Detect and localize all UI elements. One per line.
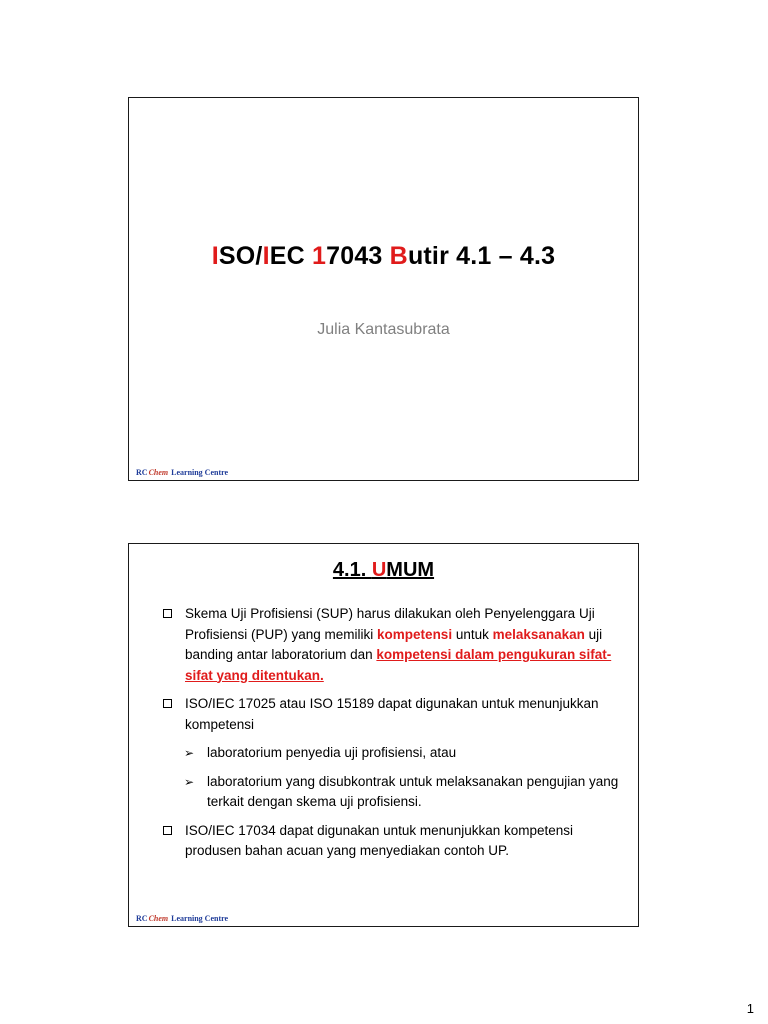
footer-rc: RC bbox=[136, 468, 148, 477]
title-part: SO/ bbox=[218, 242, 263, 270]
bullet-text: untuk bbox=[452, 626, 493, 642]
bullet-item bbox=[163, 694, 620, 735]
page-number: 1 bbox=[746, 1001, 754, 1016]
checkbox-bullet-icon bbox=[163, 609, 172, 618]
bullet-item bbox=[163, 604, 620, 686]
sub-bullet-item bbox=[163, 743, 620, 764]
bullet-item bbox=[163, 821, 620, 862]
sub-bullet-text: laboratorium yang disubkontrak untuk melaksanakan pengujian yang terkait dengan skema uji profisiensi. bbox=[207, 773, 619, 809]
slide-2-title bbox=[129, 559, 638, 582]
title-red-letter: U bbox=[371, 559, 387, 581]
title-part: I bbox=[262, 242, 270, 270]
checkbox-bullet-icon bbox=[163, 826, 172, 835]
arrow-bullet-icon: ➢ bbox=[184, 774, 195, 789]
title-prefix: 4.1. bbox=[332, 559, 372, 581]
title-part: 1 bbox=[312, 242, 327, 270]
bullet-highlight-underlined: kompetensi dalam pengukuran sifat-sifat yang ditentukan. bbox=[185, 647, 612, 683]
footer-chem: Chem bbox=[148, 468, 169, 477]
slide-1 bbox=[128, 97, 639, 481]
bullet-text: ISO/IEC 17034 dapat digunakan untuk menunjukkan kompetensi produsen bahan acuan yang menyediakan contoh UP. bbox=[185, 822, 574, 858]
bullet-highlight: melaksanakan bbox=[492, 626, 585, 642]
slide-1-footer-logo bbox=[136, 468, 228, 477]
bullet-text: uji banding antar laboratorium dan bbox=[185, 626, 603, 662]
footer-rc: RC bbox=[136, 914, 148, 923]
bullet-text: ISO/IEC 17025 atau ISO 15189 dapat digunakan untuk menunjukkan kompetensi bbox=[185, 696, 599, 732]
slide-1-author: Julia Kantasubrata bbox=[317, 321, 450, 338]
title-part: I bbox=[211, 242, 219, 270]
bullet-text: Skema Uji Profisiensi (SUP) harus dilakukan oleh Penyelenggara Uji Profisiensi (PUP) yang memiliki bbox=[185, 606, 595, 642]
sub-bullet-text: laboratorium penyedia uji profisiensi, atau bbox=[207, 745, 457, 760]
footer-chem: Chem bbox=[148, 914, 169, 923]
sub-bullet-item bbox=[163, 772, 620, 813]
footer-learning-centre: Learning Centre bbox=[171, 914, 229, 923]
bullet-highlight: kompetensi bbox=[377, 626, 453, 642]
footer-learning-centre: Learning Centre bbox=[171, 468, 229, 477]
arrow-bullet-icon: ➢ bbox=[184, 746, 195, 760]
title-rest: MUM bbox=[386, 559, 435, 581]
checkbox-bullet-icon bbox=[163, 699, 172, 708]
title-part: utir 4.1 – 4.3 bbox=[407, 242, 556, 270]
slide-1-title bbox=[129, 242, 638, 271]
title-part: 7043 bbox=[326, 242, 390, 270]
slide-2 bbox=[128, 543, 639, 927]
title-part: B bbox=[389, 242, 408, 270]
slide-2-content bbox=[163, 604, 620, 870]
title-part: EC bbox=[269, 242, 312, 270]
slide-2-footer-logo bbox=[136, 914, 228, 923]
